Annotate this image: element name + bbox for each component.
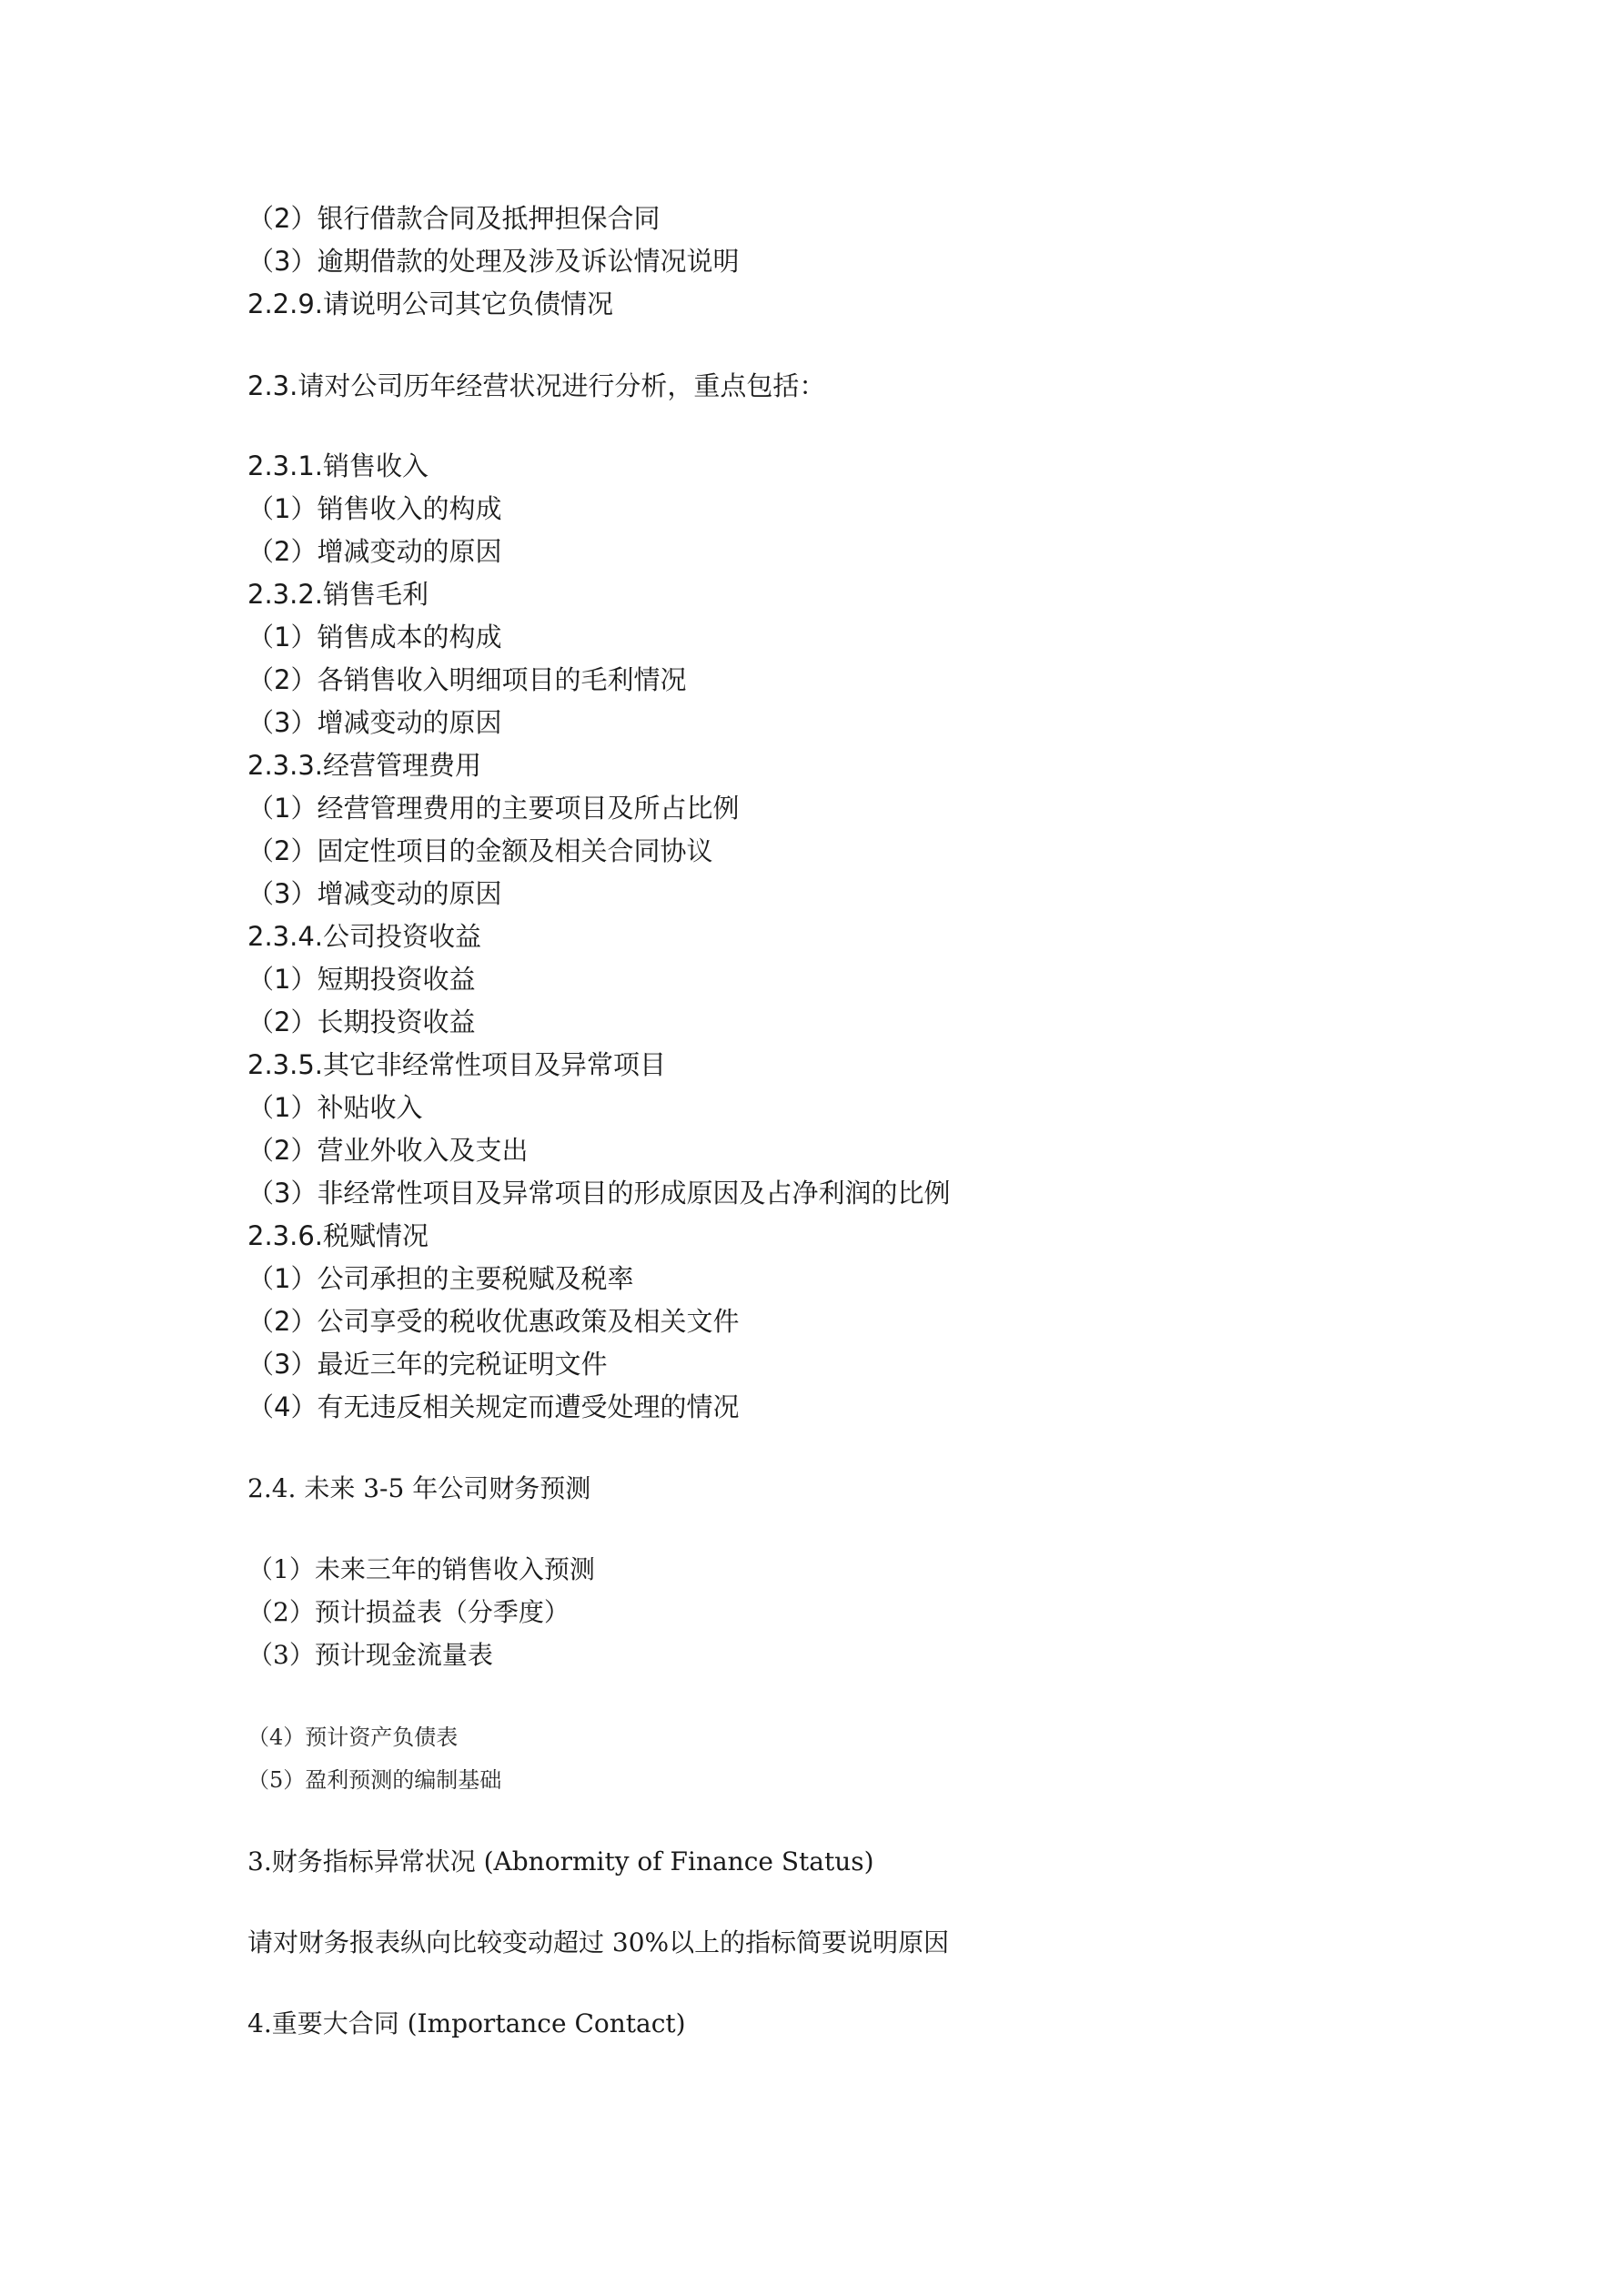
section-heading: 4.重要大合同 (Importance Contact) — [247, 2008, 686, 2038]
text-line: （3）最近三年的完税证明文件 — [247, 1349, 608, 1380]
text-line: （2）营业外收入及支出 — [247, 1135, 529, 1166]
section-heading: 2.3.6.税赋情况 — [247, 1220, 429, 1251]
text-line: （1）销售收入的构成 — [247, 493, 502, 524]
section-heading: 2.3.3.经营管理费用 — [247, 750, 482, 781]
section-heading: 2.3.2.销售毛利 — [247, 579, 429, 610]
text-line: （3）预计现金流量表 — [247, 1640, 493, 1670]
text-line: （1）补贴收入 — [247, 1092, 423, 1123]
text-line: （3）增减变动的原因 — [247, 707, 502, 738]
text-line: （2）银行借款合同及抵押担保合同 — [247, 203, 661, 234]
section-heading: 2.4. 未来 3-5 年公司财务预测 — [247, 1473, 591, 1503]
text-line: （2）长期投资收益 — [247, 1006, 476, 1037]
section-heading: 2.3.1.销售收入 — [247, 450, 429, 481]
text-line: （2）公司享受的税收优惠政策及相关文件 — [247, 1306, 740, 1337]
section-heading: 2.3.5.其它非经常性项目及异常项目 — [247, 1049, 667, 1080]
section-heading: 2.3.4.公司投资收益 — [247, 921, 482, 952]
text-line: （2）增减变动的原因 — [247, 536, 502, 567]
text-line: （2）各销售收入明细项目的毛利情况 — [247, 664, 687, 695]
section-heading: 2.2.9.请说明公司其它负债情况 — [247, 288, 614, 319]
text-line: （5）盈利预测的编制基础 — [247, 1767, 502, 1793]
text-line: （1）销售成本的构成 — [247, 622, 502, 652]
text-line: （3）非经常性项目及异常项目的形成原因及占净利润的比例 — [247, 1178, 951, 1209]
text-line: （1）经营管理费用的主要项目及所占比例 — [247, 793, 740, 824]
text-line: （3）逾期借款的处理及涉及诉讼情况说明 — [247, 246, 740, 277]
text-line: （2）预计损益表（分季度） — [247, 1597, 570, 1627]
text-line: 请对财务报表纵向比较变动超过 30%以上的指标简要说明原因 — [247, 1927, 950, 1957]
text-line: （4）预计资产负债表 — [247, 1725, 459, 1750]
text-line: （3）增减变动的原因 — [247, 878, 502, 909]
text-line: （4）有无违反相关规定而遭受处理的情况 — [247, 1391, 740, 1422]
text-line: （2）固定性项目的金额及相关合同协议 — [247, 835, 713, 866]
text-line: （1）公司承担的主要税赋及税率 — [247, 1263, 634, 1294]
section-heading: 3.财务指标异常状况 (Abnormity of Finance Status) — [247, 1846, 874, 1876]
text-line: （1）短期投资收益 — [247, 964, 476, 995]
text-line: （1）未来三年的销售收入预测 — [247, 1554, 595, 1584]
section-heading: 2.3.请对公司历年经营状况进行分析，重点包括： — [247, 370, 826, 401]
